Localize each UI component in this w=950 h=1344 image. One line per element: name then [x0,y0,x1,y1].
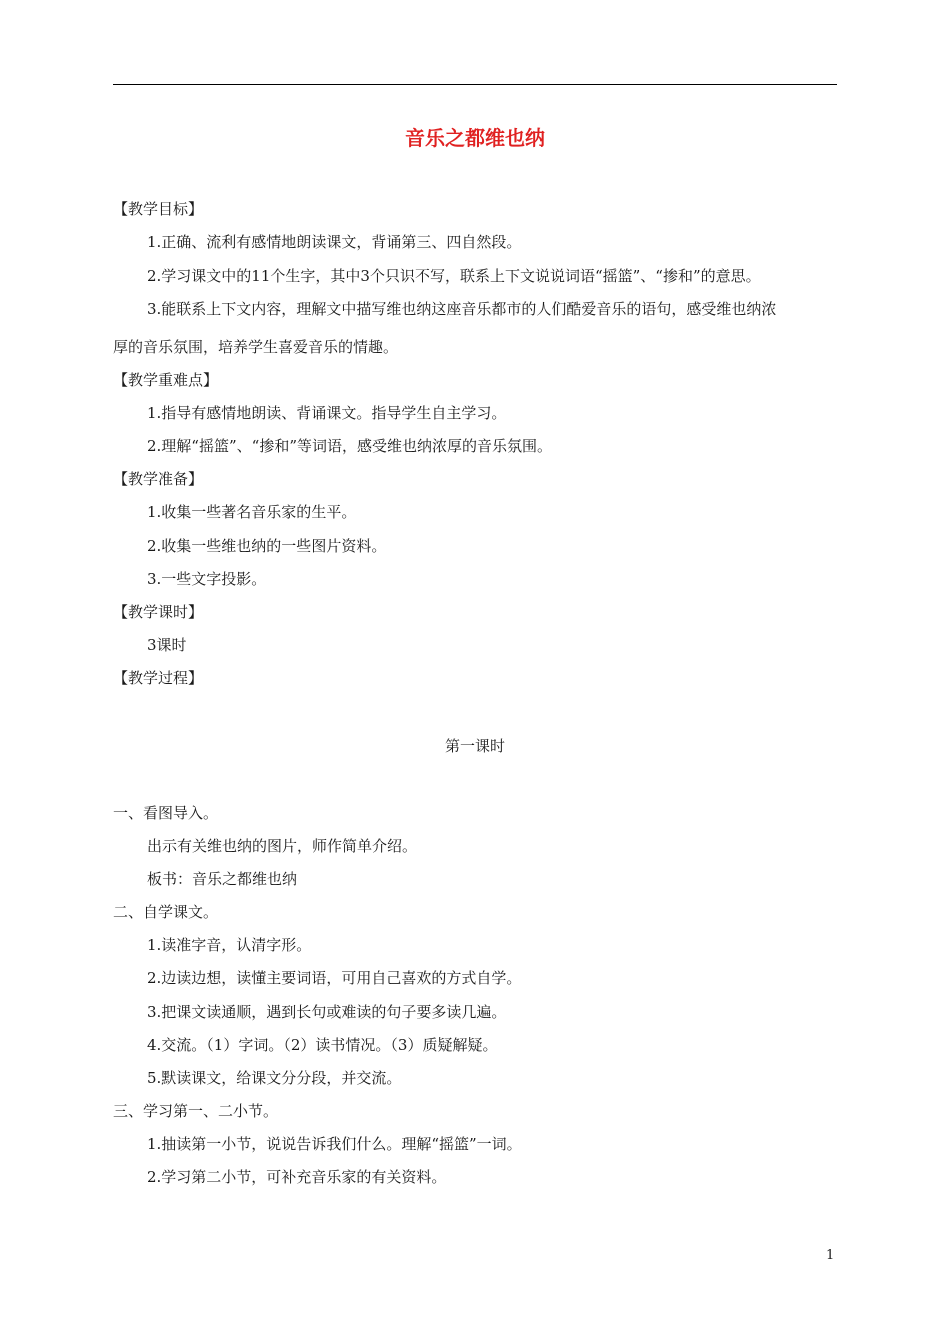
list-item: 2.学习第二小节，可补充音乐家的有关资料。 [147,1168,447,1186]
list-item: 4.交流。（1）字词。（2）读书情况。（3）质疑解疑。 [147,1036,498,1054]
list-item: 3.把课文读通顺，遇到长句或难读的句子要多读几遍。 [147,1003,507,1021]
lesson-heading: 第一课时 [444,737,505,755]
list-item: 1.抽读第一小节，说说告诉我们什么。理解“摇篮”一词。 [147,1135,522,1153]
goal-item: 1.正确、流利有感情地朗读课文，背诵第三、四自然段。 [147,233,522,251]
part-title: 一、看图导入。 [113,804,219,822]
goal-item: 2.学习课文中的11个生字，其中3个只识不写，联系上下文说说词语“摇篮”、“掺和”的意思。 [147,267,761,285]
section-header-prep: 【教学准备】 [113,470,204,488]
goal-item-continued: 厚的音乐氛围，培养学生喜爱音乐的情趣。 [113,338,399,356]
prep-item: 3.一些文字投影。 [147,570,267,588]
list-item: 出示有关维也纳的图片，师作简单介绍。 [147,837,418,855]
section-header-process: 【教学过程】 [113,669,204,687]
part-title: 二、自学课文。 [113,903,219,921]
page-title: 音乐之都维也纳 [405,126,545,150]
list-item: 2.边读边想，读懂主要词语，可用自己喜欢的方式自学。 [147,969,522,987]
section-header-time: 【教学课时】 [113,603,204,621]
time-item: 3课时 [147,636,187,654]
list-item: 5.默读课文，给课文分分段，并交流。 [147,1069,402,1087]
list-item: 1.读准字音，认清字形。 [147,936,312,954]
prep-item: 2.收集一些维也纳的一些图片资料。 [147,537,387,555]
list-item: 板书：音乐之都维也纳 [147,870,298,888]
key-item: 2.理解“摇篮”、“掺和”等词语，感受维也纳浓厚的音乐氛围。 [147,437,552,455]
key-item: 1.指导有感情地朗读、背诵课文。指导学生自主学习。 [147,404,507,422]
prep-item: 1.收集一些著名音乐家的生平。 [147,503,357,521]
section-header-key: 【教学重难点】 [113,371,219,389]
part-title: 三、学习第一、二小节。 [113,1102,279,1120]
goal-item: 3.能联系上下文内容，理解文中描写维也纳这座音乐都市的人们酷爱音乐的语句，感受维也纳浓 [147,300,777,318]
header-rule [113,84,837,85]
page-number: 1 [826,1248,835,1263]
section-header-goals: 【教学目标】 [113,200,204,218]
